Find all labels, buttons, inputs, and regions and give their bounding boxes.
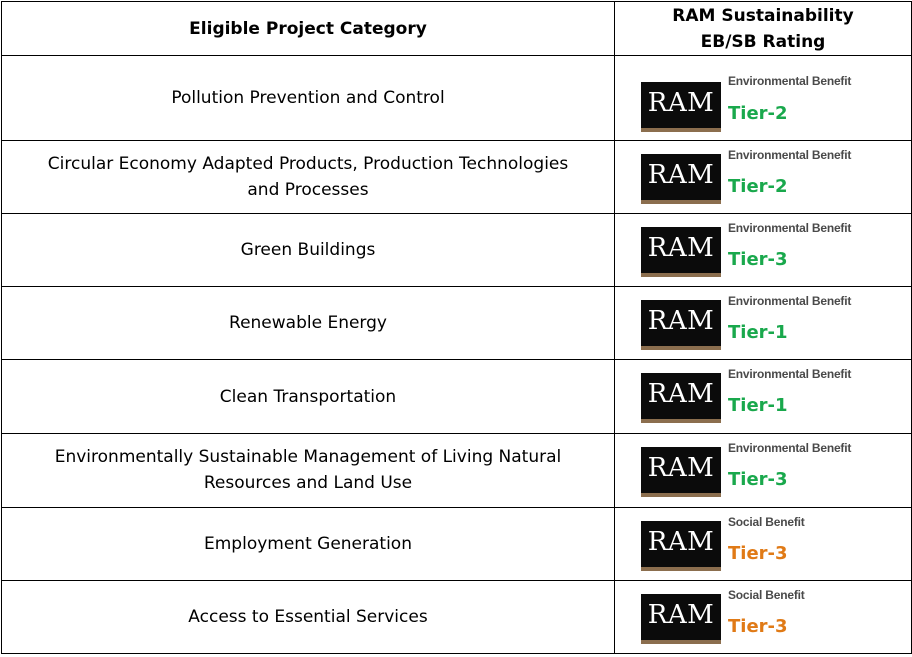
ram-logo-text: RAM	[647, 306, 715, 337]
tier-rating: Tier-3	[728, 615, 788, 637]
rating-cell	[615, 433, 912, 507]
table-row	[2, 56, 912, 141]
ram-logo	[641, 447, 721, 497]
rating-cell	[615, 56, 912, 141]
category-cell	[2, 214, 615, 287]
header-category	[2, 2, 615, 56]
category-cell	[2, 360, 615, 433]
benefit-type: Environmental Benefit	[728, 74, 852, 88]
category-text: Renewable Energy	[229, 313, 387, 334]
table-row	[2, 360, 912, 433]
benefit-type: Environmental Benefit	[728, 294, 852, 309]
category-cell	[2, 56, 615, 141]
ram-logo-bar	[641, 419, 721, 423]
ram-logo-text: RAM	[647, 160, 715, 191]
table-row	[2, 287, 912, 360]
ram-logo	[641, 521, 721, 571]
category-text: Access to Essential Services	[188, 606, 428, 627]
benefit-type: Social Benefit	[728, 587, 805, 602]
ram-logo-bar	[641, 128, 721, 132]
category-cell	[2, 433, 615, 507]
table-row	[2, 141, 912, 214]
category-text-line2: Resources and Land Use	[203, 473, 413, 494]
category-text: Employment Generation	[204, 533, 412, 554]
ram-logo-bar	[641, 567, 721, 571]
benefit-type: Environmental Benefit	[728, 221, 852, 236]
category-text: Green Buildings	[240, 240, 376, 261]
ram-logo-text: RAM	[647, 599, 715, 630]
table-row	[2, 214, 912, 287]
ram-logo	[641, 82, 721, 132]
table-row	[2, 507, 912, 580]
tier-rating: Tier-3	[728, 542, 788, 564]
tier-rating: Tier-1	[728, 322, 788, 344]
ram-logo-text: RAM	[647, 88, 715, 118]
ram-logo	[641, 227, 721, 277]
eligible-projects-table	[1, 1, 912, 654]
header-rating-line1: RAM Sustainability	[672, 5, 854, 26]
ram-logo-text: RAM	[647, 526, 715, 557]
category-text: Clean Transportation	[219, 386, 397, 407]
benefit-type: Environmental Benefit	[728, 440, 852, 455]
table-row	[2, 580, 912, 653]
category-cell	[2, 141, 615, 214]
category-cell	[2, 580, 615, 653]
rating-cell	[615, 214, 912, 287]
ram-logo-text: RAM	[647, 452, 715, 483]
rating-cell	[615, 507, 912, 580]
category-cell	[2, 287, 615, 360]
rating-cell	[615, 141, 912, 214]
header-row	[2, 2, 912, 56]
category-text-line2: and Processes	[247, 180, 369, 201]
ram-logo-bar	[641, 200, 721, 204]
ram-logo-text: RAM	[647, 233, 715, 264]
category-text: Environmentally Sustainable Management of Living Natural	[54, 447, 562, 468]
tier-rating: Tier-2	[728, 176, 788, 198]
ram-logo-bar	[641, 493, 721, 497]
tier-rating: Tier-3	[728, 249, 788, 271]
header-rating	[615, 2, 912, 56]
ram-logo	[641, 594, 721, 644]
benefit-type: Environmental Benefit	[728, 148, 852, 163]
header-rating-line2: EB/SB Rating	[700, 31, 826, 52]
tier-rating: Tier-1	[728, 395, 788, 417]
rating-cell	[615, 360, 912, 433]
category-text: Pollution Prevention and Control	[171, 88, 445, 109]
table-row	[2, 433, 912, 507]
ram-logo-bar	[641, 346, 721, 350]
ram-logo-bar	[641, 273, 721, 277]
category-text: Circular Economy Adapted Products, Production Technologies	[47, 154, 569, 175]
tier-rating: Tier-3	[728, 468, 788, 490]
benefit-type: Social Benefit	[728, 514, 805, 529]
ram-logo	[641, 300, 721, 350]
rating-cell	[615, 580, 912, 653]
rating-cell	[615, 287, 912, 360]
benefit-type: Environmental Benefit	[728, 367, 852, 382]
ram-logo-bar	[641, 640, 721, 644]
header-category-text: Eligible Project Category	[189, 18, 427, 39]
ram-logo	[641, 373, 721, 423]
ram-logo-text: RAM	[647, 379, 715, 410]
ram-logo	[641, 154, 721, 204]
tier-rating: Tier-2	[728, 103, 788, 124]
category-cell	[2, 507, 615, 580]
